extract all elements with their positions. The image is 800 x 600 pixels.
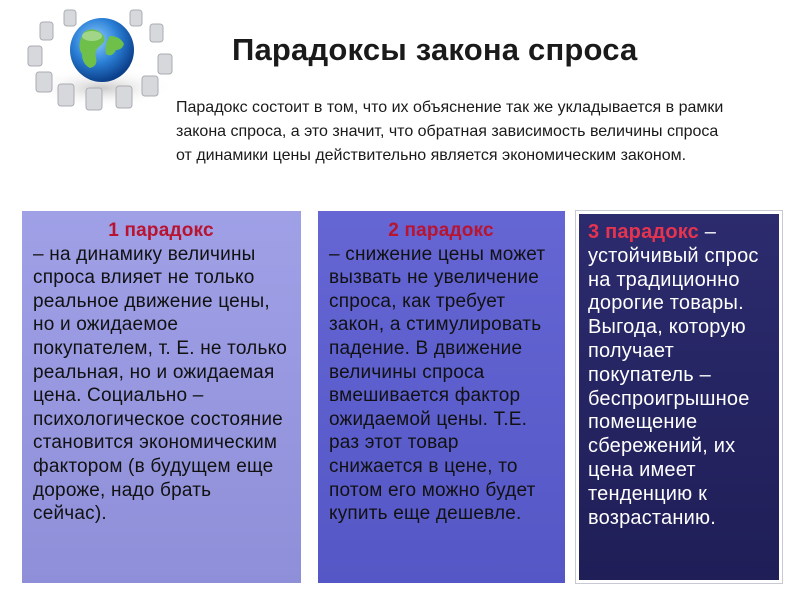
intro-text: Парадокс состоит в том, что их объяснение так же укладывается в рамки закона спроса, а это значит, что обратная зависимость величины спроса от динамики цены действительно является экономическим законом. <box>176 99 724 164</box>
paradox-card-3 <box>576 211 782 583</box>
paradox-body: – устойчивый спрос на традиционно дорогие товары. Выгода, которую получает покупатель – беспроигрышное помещение сбережений, их цена имеет тенденцию к возрастанию. <box>588 221 759 529</box>
paradox-body: – на динамику величины спроса влияет не только реальное движение цены, но и ожидаемое покупателем, т. Е. не только реальная, но и ожидаемая цена. Социально – психологическое состояние становится экономическим фактором (в будущем еще дороже, надо брать сейчас). <box>33 243 288 525</box>
paradox-card-2 <box>318 211 565 583</box>
paradox-body: – снижение цены может вызвать не увеличение спроса, как требует закон, а стимулировать падение. В движение величины спроса вмешивается фактор ожидаемой цены. Т.Е. раз этот товар снижается в цене, то потом его можно будет купить еще дешевле. <box>329 243 546 525</box>
paradox-heading: 2 парадокс <box>388 220 494 241</box>
paradox-heading: 1 парадокс <box>108 220 214 241</box>
globe-with-chairs-icon <box>14 6 184 114</box>
paradox-card-1 <box>22 211 301 583</box>
paradox-heading: 3 парадокс <box>588 221 700 243</box>
page-title: Парадоксы закона спроса <box>232 32 638 67</box>
